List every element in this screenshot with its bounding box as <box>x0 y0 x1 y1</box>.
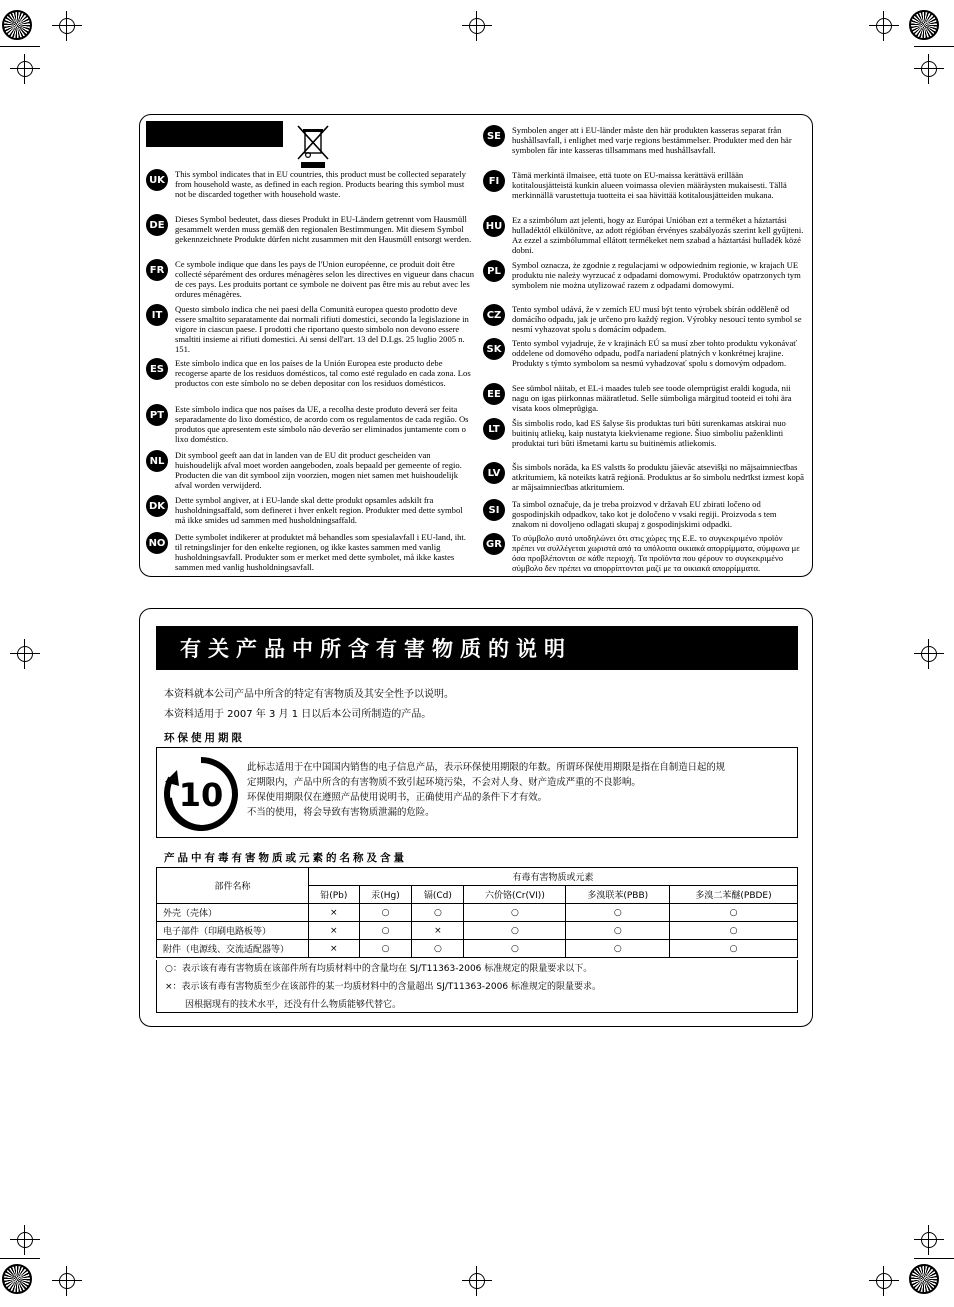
weee-entry-se <box>483 125 805 155</box>
country-code-badge: PT <box>146 404 168 426</box>
crosshair-mark <box>918 643 940 665</box>
registration-target-bottom-left <box>2 1264 32 1294</box>
trim-line <box>914 1258 954 1259</box>
weee-disposal-panel <box>139 114 813 577</box>
registration-target-top-right <box>909 10 939 40</box>
country-code-badge: IT <box>146 304 168 326</box>
country-code-badge: FI <box>483 170 505 192</box>
country-code-badge: UK <box>146 169 168 191</box>
substance-mark: × <box>309 904 360 922</box>
weee-entry-no <box>146 532 474 572</box>
substance-mark: ○ <box>359 940 412 958</box>
substance-header: 汞(Hg) <box>359 886 412 904</box>
weee-entry-it <box>146 304 474 354</box>
weee-left-column <box>146 121 474 572</box>
weee-entry-es <box>146 358 474 388</box>
disposal-text: Tento symbol udává, že v zemích EU musí být tento výrobek sbírán odděleně od domácího odpadu, jak je určeno pro každý region. Výrobky nesoucí tento symbol se nesmí vyhazovat spolu s domácím odpadem. <box>512 304 802 334</box>
substance-mark: × <box>309 922 360 940</box>
country-code-badge: EE <box>483 383 505 405</box>
crosshair-mark <box>56 1270 78 1292</box>
disposal-text: Este símbolo indica que en los países de la Unión Europea este producto debe recogerse aparte de los residuos domésticos, tal como esté regulado en cada zona. Los productos con este símbolo no se deben depositar con los residuos domésticos. <box>175 358 471 388</box>
weee-entry-fr <box>146 259 474 299</box>
part-name: 外壳（壳体） <box>157 904 309 922</box>
part-name-header: 部件名称 <box>157 868 309 904</box>
registration-target-top-left <box>2 10 32 40</box>
weee-entry-pl <box>483 260 805 290</box>
country-code-badge: GR <box>483 533 505 555</box>
weee-entry-nl <box>146 450 474 490</box>
crosshair-mark <box>14 58 36 80</box>
substance-mark: ○ <box>566 922 670 940</box>
country-code-badge: DK <box>146 495 168 517</box>
china-rohs-panel <box>139 608 813 1027</box>
epup-panel <box>156 747 798 838</box>
substance-mark: ○ <box>566 940 670 958</box>
disposal-text: Ce symbole indique que dans les pays de l'Union européenne, ce produit doit être collecté séparément des ordures ménagères selon les directives en vigueur dans chacun de ces pays. Les produits portant ce symbole ne doivent pas être mis au rebut avec les ordures ménagères. <box>175 259 474 299</box>
crosshair-mark <box>873 15 895 37</box>
disposal-text: Šis simbols norāda, ka ES valstīs šo produktu jāievāc atsevišķi no mājsaimniecības atkritumiem, kā noteikts katrā reģionā. Produktus ar šo simbolu nedrīkst izmest kopā ar mājsaimniecības atkritumiem. <box>512 462 804 492</box>
disposal-text: See sümbol näitab, et EL-i maades tuleb see toode olemprügist eraldi koguda, nii nagu on igas piirkonnas määratletud. Selle sümboliga märgitud tooteid ei tohi ära visata koos olmeprügiga. <box>512 383 792 413</box>
substance-mark: ○ <box>464 922 566 940</box>
country-code-badge: SE <box>483 125 505 147</box>
weee-entry-sk <box>483 338 805 368</box>
table-row <box>157 922 798 940</box>
table-row <box>157 940 798 958</box>
substance-mark: ○ <box>359 922 412 940</box>
country-code-badge: DE <box>146 214 168 236</box>
substance-header: 铅(Pb) <box>309 886 360 904</box>
disposal-text: Tämä merkintä ilmaisee, että tuote on EU-maissa kerättävä erillään kotitalousjätteistä kunkin alueen voimassa olevien määräysten mukaisesti. Tällä merkinnällä varustettuja tuotteita ei saa hävittää kotitalousjätteiden mukana. <box>512 170 787 200</box>
china-rohs-title: 有关产品中所含有害物质的说明 <box>156 626 798 670</box>
table-heading: 产品中有毒有害物质或元素的名称及含量 <box>164 852 407 864</box>
country-code-badge: PL <box>483 260 505 282</box>
weee-entry-si <box>483 499 805 529</box>
disposal-text: Ez a szimbólum azt jelenti, hogy az Európai Unióban ezt a terméket a háztartási hulladéktól elkülönítve, az adott régióban érvényes szabályozás szerint kell gyűjteni. Az ezzel a szimbólummal ellátott termékeket nem szabad a háztartási hulladék közé dobni. <box>512 215 804 255</box>
substance-mark: ○ <box>412 904 464 922</box>
part-name: 附件（电源线、交流适配器等） <box>157 940 309 958</box>
weee-entry-pt <box>146 404 474 444</box>
substance-mark: ○ <box>464 904 566 922</box>
disposal-text: Šis simbolis rodo, kad ES šalyse šis produktas turi būti surenkamas atskirai nuo buitinių atliekų, kaip nustatyta kiekviename regione. Šiuo simboliu paženklinti produktai turi būti išmetami kartu su buitinėmis atliekomis. <box>512 418 786 448</box>
weee-entry-uk <box>146 169 474 199</box>
substance-mark: ○ <box>359 904 412 922</box>
crosshair-mark <box>918 58 940 80</box>
disposal-text: Dit symbool geeft aan dat in landen van de EU dit product gescheiden van huishoudelijk afval moet worden aangeboden, zoals bepaald per gemeente of regio. Producten die van dit symbool zijn voorzien, mogen niet samen met huishoudelijk afval worden verwijderd. <box>175 450 462 490</box>
weee-entry-fi <box>483 170 805 200</box>
crosshair-mark <box>466 15 488 37</box>
substance-mark: ○ <box>464 940 566 958</box>
substance-mark: ○ <box>566 904 670 922</box>
weee-entry-lt <box>483 418 805 448</box>
disposal-text: Ta simbol označuje, da je treba proizvod v državah EU zbirati ločeno od gospodinjskih odpadkov, tako kot je določeno v vsaki regiji. Proizvoda s tem znakom ni dovoljeno odlagati skupaj z gospodinjskimi odpadki. <box>512 499 777 529</box>
disposal-text: Questo simbolo indica che nei paesi della Comunità europea questo prodotto deve essere smaltito separatamente dai normali rifiuti domestici, secondo la legislazione in vigore in ciascun paese. I prodotti che riportano questo simbolo non devono essere smaltiti insieme ai rifiuti domestici. Ai sensi dell'art. 13 del D.Lgs. 25 luglio 2005 n. 151. <box>175 304 469 354</box>
disposal-text: Symbolen anger att i EU-länder måste den här produkten kasseras separat från hushållsavfall, i enlighet med varje regions bestämmelser. Produkter med den här symbolen får inte kasseras tillsammans med hushållsavfall. <box>512 125 792 155</box>
substance-header: 六价铬(Cr(VI)) <box>464 886 566 904</box>
disposal-text: Symbol oznacza, że zgodnie z regulacjami w odpowiednim regionie, w krajach UE produktu nie należy wyrzucać z odpadami domowymi. Produktów opatrzonych tym symbolem nie można utylizować razem z odpadami domowymi. <box>512 260 801 290</box>
trim-line <box>0 1258 40 1259</box>
crossed-out-wheelie-bin-icon <box>296 125 330 169</box>
substance-mark: × <box>412 922 464 940</box>
weee-title-bar <box>146 121 283 147</box>
substance-header: 多溴联苯(PBB) <box>566 886 670 904</box>
country-code-badge: SK <box>483 338 505 360</box>
epup-number: 10 <box>178 776 224 814</box>
weee-entry-lv <box>483 462 805 492</box>
country-code-badge: NO <box>146 532 168 554</box>
registration-target-bottom-right <box>909 1264 939 1294</box>
disposal-text: Tento symbol vyjadruje, že v krajinách EÚ sa musí zber tohto produktu vykonávať oddelene od domového odpadu, podľa nariadení platných v konkrétnej krajine. Produkty s týmto symbolom sa nesmú vyhadzovať spolu s domovým odpadom. <box>512 338 797 368</box>
disposal-text: Dieses Symbol bedeutet, dass dieses Produkt in EU-Ländern getrennt vom Hausmüll gesammelt werden muss gemäß den regionalen Bestimmungen. Mit diesem Symbol gekennzeichnete Produkte dürfen nicht zusammen mit den Hausmüll entsorgt werden. <box>175 214 472 244</box>
country-code-badge: HU <box>483 215 505 237</box>
trim-line <box>0 46 40 47</box>
table-notes: ○：表示该有毒有害物质在该部件所有均质材料中的含量均在 SJ/T11363-2006 标准规定的限量要求以下。 ×：表示该有毒有害物质至少在该部件的某一均质材料中的含量超出 SJ/T11363-2006 标准规定的限量要求。 因根据现有的技术水平，还没有什么物质能够代替它。 <box>156 960 798 1013</box>
table-row <box>157 904 798 922</box>
crosshair-mark <box>14 1229 36 1251</box>
country-code-badge: FR <box>146 259 168 281</box>
epup-10-icon <box>163 756 239 832</box>
country-code-badge: NL <box>146 450 168 472</box>
weee-entry-dk <box>146 495 474 525</box>
intro-line-1: 本资料就本公司产品中所含的特定有害物质及其安全性予以说明。 <box>164 689 454 700</box>
crosshair-mark <box>56 15 78 37</box>
disposal-text: This symbol indicates that in EU countries, this product must be collected separately from household waste, as defined in each region. Products bearing this symbol must not be discarded together with household waste. <box>175 169 466 199</box>
substance-header: 镉(Cd) <box>412 886 464 904</box>
disposal-text: Dette symbol angiver, at i EU-lande skal dette produkt opsamles adskilt fra husholdningsaffald, som defineret i hver enkelt region. Produkter med dette symbol må ikke smides ud sammen med husholdningsaffald. <box>175 495 463 525</box>
part-name: 电子部件（印刷电路板等） <box>157 922 309 940</box>
substance-mark: ○ <box>412 940 464 958</box>
crosshair-mark <box>918 1229 940 1251</box>
substance-mark: × <box>309 940 360 958</box>
disposal-text: Το σύμβολο αυτό υποδηλώνει ότι στις χώρες της Ε.Ε. το συγκεκριμένο προϊόν πρέπει να συλλέγεται χωριστά από τα υπόλοιπα οικιακά απορρίμματα, σύμφωνα με όσα προβλέπονται σε κάθε περιοχή. Τα προϊόντα που φέρουν το συγκεκριμένο σύμβολο δεν πρέπει να απορρίπτονται μαζί με τα οικιακά απορρίμματα. <box>512 533 800 573</box>
country-code-badge: SI <box>483 499 505 521</box>
weee-entry-gr <box>483 533 805 573</box>
substance-mark: ○ <box>670 904 798 922</box>
weee-entry-cz <box>483 304 805 334</box>
weee-entry-hu <box>483 215 805 255</box>
country-code-badge: ES <box>146 358 168 380</box>
disposal-text: Dette symbolet indikerer at produktet må behandles som spesialavfall i EU-land, iht. til retningslinjer for den enkelte regionen, og ikke kastes sammen med vanlig husholdningsavfall. Produkter som er merket med dette symbolet, må ikke kastes sammen med vanlig husholdningsavfall. <box>175 532 466 572</box>
country-code-badge: LV <box>483 462 505 484</box>
substance-header: 多溴二苯醚(PBDE) <box>670 886 798 904</box>
weee-entry-de <box>146 214 474 244</box>
substance-mark: ○ <box>670 922 798 940</box>
country-code-badge: LT <box>483 418 505 440</box>
epup-text: 此标志适用于在中国国内销售的电子信息产品，表示环保使用期限的年数。所谓环保使用期限是指在自制造日起的规 定期限内，产品中所含的有害物质不致引起环境污染，不会对人身、财产造成严重的不良影响。 环保使用期限仅在遵照产品使用说明书，正确使用产品的条件下才有效。 不当的使用，将会导致有害物质泄漏的危险。 <box>247 762 726 818</box>
intro-line-2: 本资料适用于 2007 年 3 月 1 日以后本公司所制造的产品。 <box>164 709 432 720</box>
crosshair-mark <box>873 1270 895 1292</box>
substance-mark: ○ <box>670 940 798 958</box>
epup-heading: 环保使用期限 <box>164 732 245 744</box>
trim-line <box>914 46 954 47</box>
disposal-text: Este símbolo indica que nos países da UE, a recolha deste produto deverá ser feita separadamente do lixo doméstico, de acordo com os regulamentos de cada região. Os produtos que apresentem este símbolo não deverão ser eliminados juntamente com o lixo doméstico. <box>175 404 469 444</box>
country-code-badge: CZ <box>483 304 505 326</box>
crosshair-mark <box>466 1270 488 1292</box>
hazardous-substance-table <box>156 867 798 958</box>
weee-entry-ee <box>483 383 805 413</box>
crosshair-mark <box>14 643 36 665</box>
substance-group-header: 有毒有害物质或元素 <box>309 868 798 886</box>
